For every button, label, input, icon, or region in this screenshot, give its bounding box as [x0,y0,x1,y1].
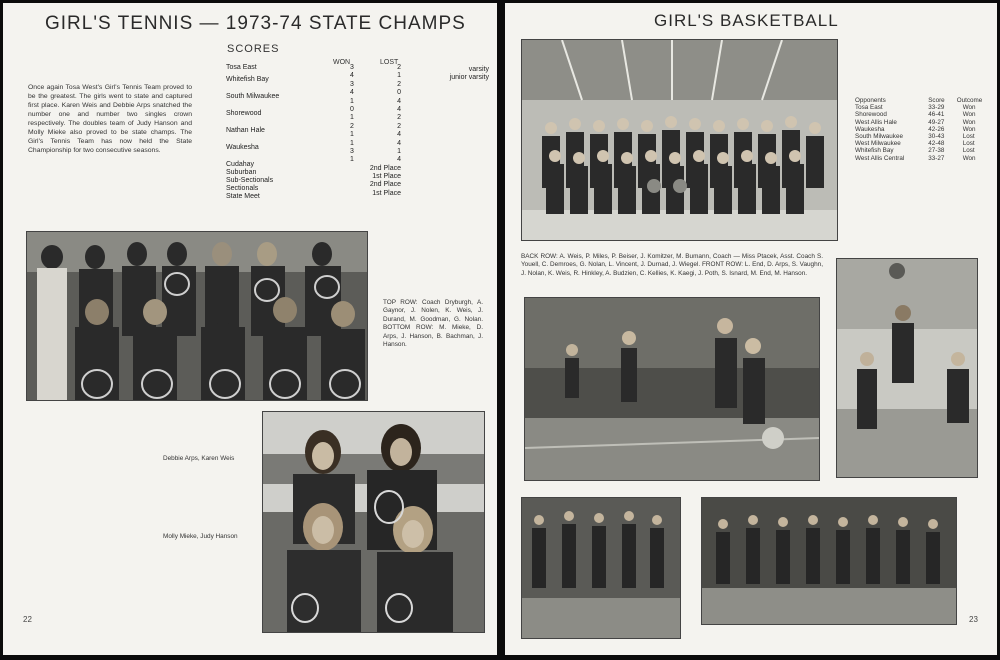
score-cell: 30-43 [928,133,945,141]
tennis-body-text: Once again Tosa West's Girl's Tennis Team proved to be the greatest. The girls went to state and captured first place. Karen Weis and Debbie Arps snatched the number one and number two singles crown respectively. The doubles team of Judy Hanson and Molly Mieke also proved to be state champs. The Girl's Tennis Team has now held the State Championship for two consecutive seasons. [28,84,192,154]
table-row [855,111,986,118]
basketball-action-photo-4 [701,497,957,625]
table-row [855,126,986,133]
opponent-cell: Tosa East [855,104,883,112]
score-cell: 49-27 [928,118,945,126]
won-value: 1 [350,139,354,147]
table-row [855,133,986,140]
score-cell: 27-38 [928,147,945,155]
basketball-action-photo-2 [836,258,978,478]
won-value: 3 [350,80,354,88]
opponent: Nathan Hale [226,127,265,134]
opponent: Sub-Sectionals [226,177,274,184]
header-opponents: Opponents [855,97,886,104]
won-label: WON [333,59,351,66]
lost-value: 2 [397,122,401,130]
won-value: 1 [350,97,354,105]
left-page [3,3,497,655]
opponent: Suburban [226,169,257,176]
opponent: Shorewood [226,110,262,117]
page-number-right: 23 [969,615,978,624]
lost-value: 1 [397,147,401,155]
opponent-cell: South Milwaukee [855,133,903,141]
opponent: Whitefish Bay [226,76,269,83]
won-value: 1 [350,156,354,164]
opponents-list [226,64,326,201]
header-outcome: Outcome [956,97,983,104]
score-cell: 33-27 [928,154,945,162]
lost-value: 2 [397,114,401,122]
opponent-cell: West Allis Hale [855,118,897,126]
outcome-cell: Won [962,111,976,119]
opponent-cell: West Allis Central [855,154,905,162]
table-row [855,104,986,111]
won-value: 3 [350,64,354,71]
caption-bottom-pair: Molly Mieke, Judy Hanson [163,533,238,540]
tennis-title: GIRL'S TENNIS — 1973-74 STATE CHAMPS [45,13,466,34]
basketball-team-caption: BACK ROW: A. Weis, P. Miles, P. Beiser, J. Komitzer, M. Bumann, Coach — Miss Ptacek, Asst. Coach S. Youell, C. Demroes, G. Nolan, L. Vincent, J. Durnad, J. Wiegel. FRONT ROW: L. End, D. Arps, S. Vaughn, J. Nolan, K. Weis, R. Hinkley, A. Budzien, C. Kellies, K. Kaegi, J. Poth, S. Isnard, M. End, M. Hanson. [521,253,823,277]
tennis-team-photo [26,231,368,401]
lost-value: 4 [397,105,401,113]
opponent-cell: Shorewood [855,111,887,119]
score-cell: 42-48 [928,140,945,148]
basketball-team-photo [521,39,838,241]
table-header-row [855,97,986,104]
opponent-cell: West Milwaukee [855,140,901,148]
scores-heading: SCORES [227,43,280,55]
header-score: Score [928,97,945,104]
lost-value: 4 [397,156,401,164]
lost-value: 4 [397,139,401,147]
caption-top-pair: Debbie Arps, Karen Weis [163,455,235,462]
won-value: 3 [350,147,354,155]
won-value: 0 [350,105,354,113]
lost-value: 2 [397,64,401,71]
score-cell: 42-26 [928,125,945,133]
lost-value: 1 [397,72,401,80]
won-value: 4 [350,72,354,80]
table-row [855,147,986,154]
score-cell: 46-41 [928,111,945,119]
varsity-label: varsity [468,66,489,73]
opponent: Tosa East [226,64,257,71]
table-row [855,140,986,147]
won-value: 2 [350,122,354,130]
lost-value: 4 [397,131,401,139]
lost-value: 4 [397,97,401,105]
page-number-left: 22 [23,615,32,624]
right-page [505,3,997,655]
opponent-cell: Whitefish Bay [855,147,894,155]
outcome-cell: Lost [962,140,975,148]
tennis-pairs-photo [262,411,485,633]
lost-column [355,64,401,198]
lost-value: 1st Place [372,173,401,181]
opponent: Sectionals [226,185,259,192]
lost-value: 2nd Place [369,181,401,189]
outcome-cell: Won [962,154,976,162]
won-value: 1 [350,114,354,122]
lost-label: LOST [380,59,399,66]
basketball-action-photo-1 [524,297,820,481]
outcome-cell: Won [962,104,976,112]
outcome-cell: Won [962,118,976,126]
outcome-cell: Won [962,125,976,133]
lost-value: 0 [397,89,401,97]
won-value: 4 [350,89,354,97]
junior-varsity-label: junior varsity [449,74,489,82]
table-row [855,119,986,126]
tennis-team-caption: TOP ROW: Coach Dryburgh, A. Gaynor, J. Nolen, K. Weis, J. Durand, M. Goodman, G. Nolan. BOTTOM ROW: M. Mieke, D. Arps, J. Hanson, B. Bachman, J. Hanson. [383,299,483,349]
outcome-cell: Lost [962,147,975,155]
opponent: State Meet [226,193,260,200]
basketball-scores-table [855,97,986,162]
lost-value: 2 [397,80,401,88]
basketball-title: GIRL'S BASKETBALL [654,11,839,30]
opponent: South Milwaukee [226,93,280,100]
opponent-cell: Waukesha [855,125,885,133]
lost-value: 1st Place [372,189,401,197]
opponent: Cudahay [226,161,255,168]
score-cell: 33-29 [928,104,945,112]
outcome-cell: Lost [962,133,975,141]
won-value: 1 [350,131,354,139]
basketball-action-photo-3 [521,497,681,639]
lost-value: 2nd Place [369,164,401,172]
opponent: Waukesha [226,144,259,151]
table-row [855,155,986,162]
varsity-labels [429,66,489,83]
